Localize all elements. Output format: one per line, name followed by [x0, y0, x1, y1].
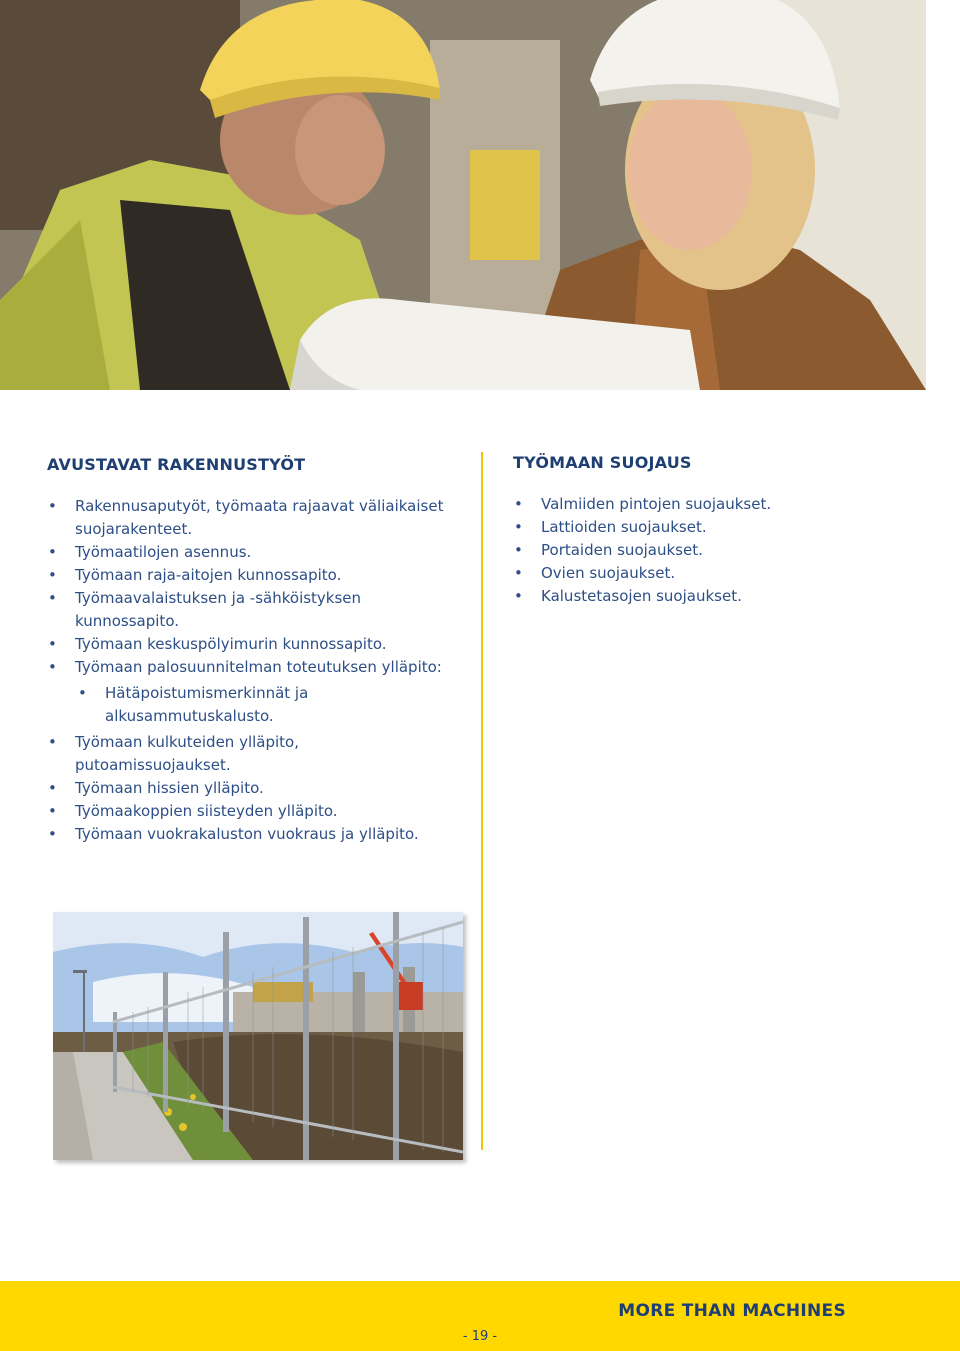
list-item: • Kalustetasojen suojaukset. [511, 585, 931, 608]
list-item: • Työmaan vuokrakaluston vuokraus ja ylläpito. [45, 823, 457, 846]
hero-illustration [0, 0, 926, 390]
list-item: • Lattioiden suojaukset. [511, 516, 931, 539]
construction-site-photo [53, 912, 463, 1160]
list-item: • Työmaakoppien siisteyden ylläpito. [45, 800, 457, 823]
avustavat-list [45, 495, 457, 846]
construction-site-illustration [53, 912, 463, 1160]
list-item: • Työmaan raja-aitojen kunnossapito. [45, 564, 457, 587]
list-item: • Valmiiden pintojen suojaukset. [511, 493, 931, 516]
section-heading-avustavat: AVUSTAVAT RAKENNUSTYÖT [47, 455, 306, 474]
list-item: • Työmaan palosuunnitelman toteutuksen ylläpito: [45, 656, 457, 679]
hero-photo [0, 0, 926, 390]
list-item: • Ovien suojaukset. [511, 562, 931, 585]
column-divider [481, 452, 483, 1150]
list-item: • Työmaan keskuspölyimurin kunnossapito. [45, 633, 457, 656]
list-item: • Työmaan hissien ylläpito. [45, 777, 457, 800]
page-number: - 19 - [462, 1329, 498, 1344]
list-item: • Rakennusaputyöt, työmaata rajaavat väliaikaiset suojarakenteet. [45, 495, 457, 541]
list-item: • Työmaan kulkuteiden ylläpito, putoamissuojaukset. [45, 731, 457, 777]
brand-tagline: MORE THAN MACHINES [618, 1301, 846, 1321]
list-item: • Portaiden suojaukset. [511, 539, 931, 562]
list-subitem: • Hätäpoistumismerkinnät ja alkusammutuskalusto. [45, 682, 457, 728]
list-item: • Työmaatilojen asennus. [45, 541, 457, 564]
suojaus-list [511, 493, 931, 608]
section-heading-suojaus: TYÖMAAN SUOJAUS [513, 453, 692, 472]
list-item: • Työmaavalaistuksen ja -sähköistyksen kunnossapito. [45, 587, 457, 633]
footer-bar [0, 1281, 960, 1351]
